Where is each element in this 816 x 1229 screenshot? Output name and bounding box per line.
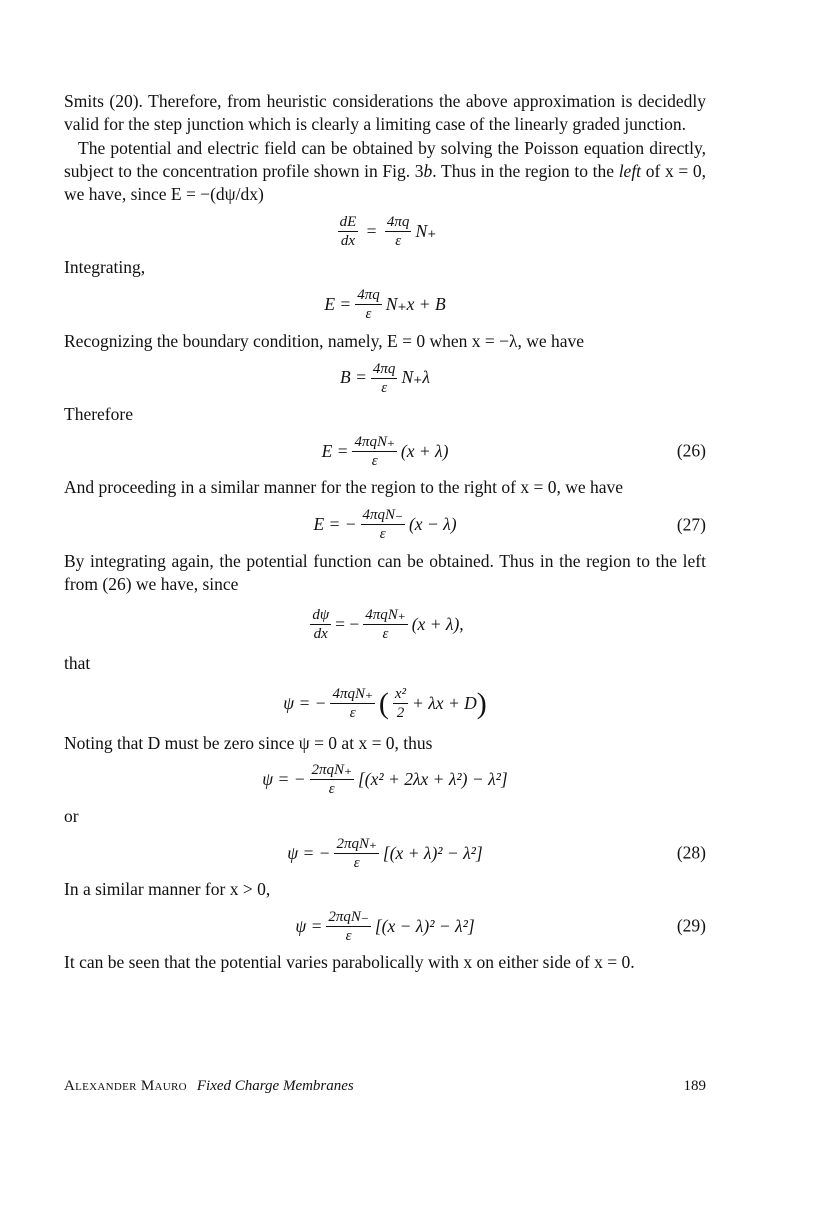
fraction-denominator: ε [365, 306, 372, 323]
equation-term: [(x − λ)² − λ²] [374, 915, 475, 936]
text-line: Noting that D must be zero since ψ = 0 at x = 0, thus [64, 732, 433, 753]
text-line: or [64, 805, 79, 826]
equation-term: ψ = − [262, 769, 306, 790]
equation: ψ = − $\frac{\text{4πqN₊}}{\varepsilon}$ ( $\frac{\text{x²}}{2}$ + λx + D ) [283, 686, 487, 722]
equation [64, 596, 706, 652]
equation [64, 280, 706, 330]
equation-term: ψ = [295, 915, 323, 936]
fraction-numerator: 2πqN₊ [311, 762, 352, 779]
fraction-denominator: ε [382, 625, 389, 642]
equation-number: (29) [676, 915, 706, 936]
text-run: of x = 0, we have, since E = −(dψ/dx) [64, 160, 707, 205]
text-run: left [618, 160, 642, 181]
equation-term: ψ = − [283, 692, 327, 713]
fraction-numerator: x² [394, 686, 407, 703]
fraction-numerator: 4πqN₋ [362, 507, 403, 524]
equation-term: E = [324, 294, 352, 315]
fraction-denominator: dx [340, 232, 356, 249]
fraction-numerator: dE [339, 213, 357, 230]
fraction-numerator: 4πq [357, 287, 380, 304]
paragraph: Smits (20). Therefore, from heuristic considerations the above approximation is decidedly valid for the step junction which is clearly a limiting case of the linearly graded junction. [64, 91, 706, 135]
fraction-numerator: 4πq [372, 360, 396, 377]
fraction-denominator: dx [313, 625, 328, 642]
equation-term: [(x² + 2λx + λ²) − λ²] [357, 769, 508, 790]
equation-29 [64, 901, 706, 951]
text-line: Recognizing the boundary condition, namely, E = 0 when x = −λ, we have [64, 330, 585, 351]
fraction-numerator: 4πqN₊ [365, 606, 406, 623]
equation-term: (x − λ) [408, 514, 457, 535]
journal-title: Fixed Charge Membranes [196, 1078, 354, 1094]
fraction-denominator: ε [381, 379, 388, 396]
equation: $\frac{dE}{dx}$ = $\frac{4\pi q}{\varepsilon}$ N₊ [339, 213, 437, 249]
equation-26 [64, 426, 706, 476]
fraction-denominator: ε [349, 705, 356, 722]
fraction-denominator: ε [345, 927, 352, 944]
fraction-numerator: 4πqN₊ [354, 433, 395, 450]
fraction-denominator: ε [328, 781, 335, 798]
text-line: And proceeding in a similar manner for the region to the right of x = 0, we have [64, 477, 624, 498]
equation-term: + λx + D [412, 692, 477, 713]
equation-term: (x + λ) [400, 440, 449, 461]
equation-28 [64, 828, 706, 878]
fraction-denominator: ε [395, 232, 402, 249]
equation-number: (27) [676, 514, 706, 535]
fraction-numerator: 2πqN₊ [336, 835, 377, 852]
equation-term: = − [335, 613, 360, 634]
equation-term: E = [321, 440, 349, 461]
equation-term: B = [340, 367, 367, 388]
paragraph: It can be seen that the potential varies parabolically with x on either side of x = 0. [64, 952, 635, 973]
equation-term: [(x + λ)² − λ²] [382, 842, 483, 863]
equation-27 [64, 500, 706, 550]
equation [64, 353, 706, 403]
fraction-denominator: ε [371, 452, 378, 469]
text-line: Integrating, [64, 257, 146, 278]
fraction-numerator: dψ [312, 606, 330, 623]
text-line: Therefore [64, 404, 133, 425]
fraction-denominator: 2 [396, 705, 405, 722]
running-footer [64, 1078, 354, 1095]
equation [64, 755, 706, 805]
text-run: The potential and electric field can be obtained by solving the Poisson equation directly, subject to the concentration profile shown in Fig. 3 [64, 137, 706, 181]
equation-term: N₊ [415, 220, 437, 241]
equation-term: E = − [313, 514, 357, 535]
equation-number: (28) [676, 842, 706, 863]
text-run: . Thus in the region to the [432, 160, 615, 181]
page-number: 189 [683, 1078, 706, 1094]
text-run: b [423, 160, 433, 181]
equation-term: ψ = − [287, 842, 331, 863]
fraction-numerator: 2πqN₋ [328, 908, 369, 925]
equation-term: N₊x + B [385, 294, 446, 315]
equation-term: N₊λ [401, 367, 430, 388]
text-line: In a similar manner for x > 0, [64, 879, 271, 900]
fraction-denominator: ε [353, 854, 360, 871]
equation-term: (x + λ), [411, 613, 464, 634]
paragraph: By integrating again, the potential function can be obtained. Thus in the region to the left from (26) we have, since [64, 550, 706, 594]
page-footer [64, 1078, 706, 1095]
fraction-numerator: 4πqN₊ [332, 686, 373, 703]
fraction-denominator: ε [379, 526, 386, 543]
page-body [64, 90, 706, 975]
author-name: Alexander Mauro [64, 1078, 187, 1094]
text-line: that [64, 653, 91, 674]
equation-number: (26) [676, 440, 706, 461]
paragraph [64, 137, 706, 207]
fraction-numerator: 4πq [386, 213, 410, 230]
